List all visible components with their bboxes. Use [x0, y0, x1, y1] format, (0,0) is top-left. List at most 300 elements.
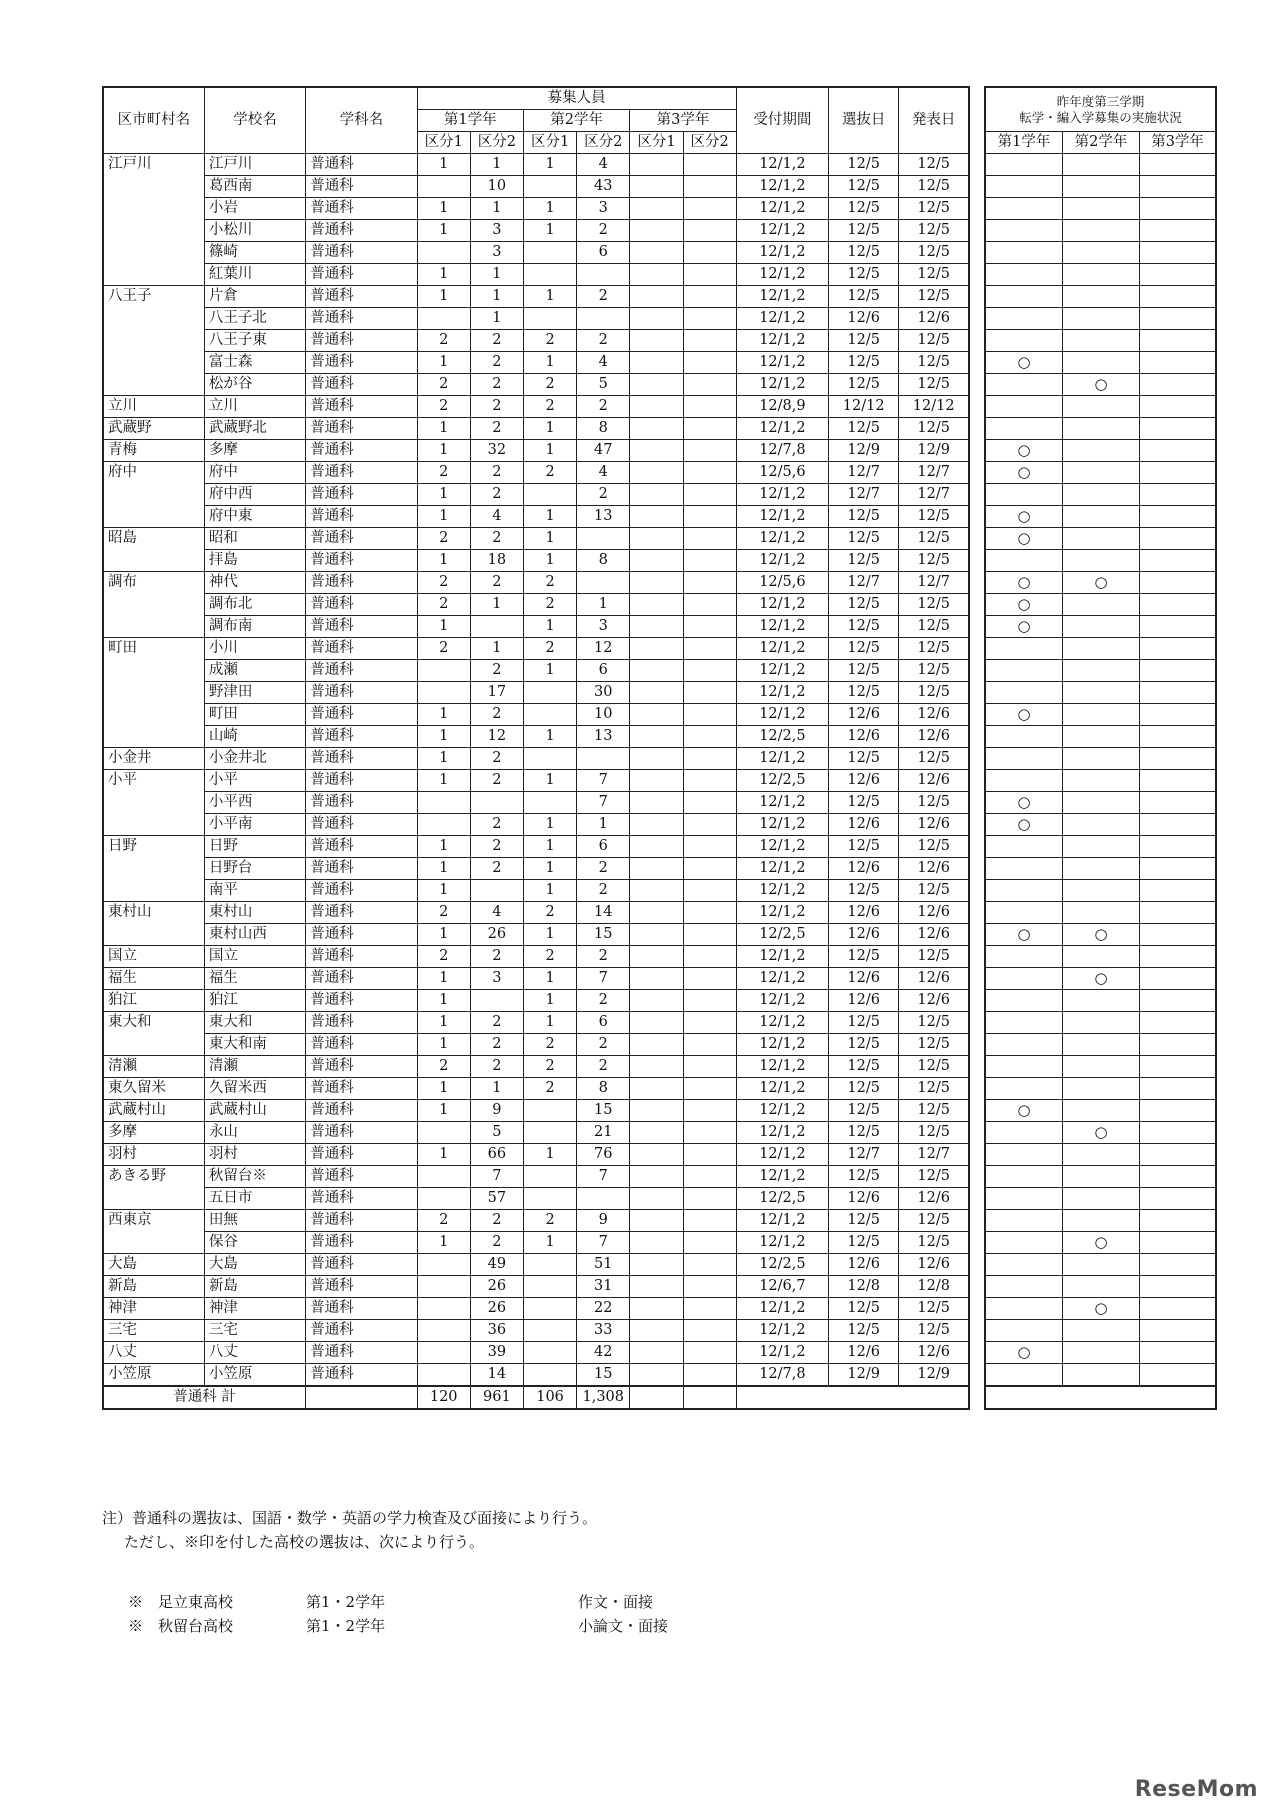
school-cell: 南平: [204, 880, 305, 902]
recruit-count-cell: [683, 880, 736, 902]
last-year-mark-cell: [1140, 704, 1216, 726]
school-cell: 八丈: [204, 1342, 305, 1364]
last-year-mark-cell: ○: [985, 462, 1062, 484]
table-row: [103, 1342, 1216, 1364]
recruit-count-cell: 4: [577, 352, 630, 374]
region-cell: 東大和: [103, 1012, 204, 1056]
recruit-count-cell: 8: [577, 1078, 630, 1100]
table-gap: [969, 704, 985, 726]
recruit-count-cell: 3: [470, 968, 523, 990]
table-row: [103, 396, 1216, 418]
recruit-count-cell: 1: [417, 506, 470, 528]
selection-date-cell: 12/5: [829, 1056, 899, 1078]
last-year-mark-cell: [1062, 1144, 1139, 1166]
last-year-mark-cell: ○: [985, 506, 1062, 528]
last-year-mark-cell: [985, 1166, 1062, 1188]
reception-cell: 12/1,2: [736, 792, 828, 814]
last-year-mark-cell: [1062, 726, 1139, 748]
last-year-mark-cell: [1062, 660, 1139, 682]
recruit-count-cell: [630, 1364, 683, 1387]
recruit-count-cell: 1: [417, 770, 470, 792]
recruit-count-cell: [683, 242, 736, 264]
recruit-count-cell: 1: [523, 814, 576, 836]
recruit-count-cell: 1: [577, 814, 630, 836]
selection-date-cell: 12/6: [829, 902, 899, 924]
recruit-count-cell: 4: [470, 902, 523, 924]
region-cell: 府中: [103, 462, 204, 528]
table-row: [103, 682, 1216, 704]
dept-cell: 普通科: [306, 1364, 417, 1387]
table-row: [103, 308, 1216, 330]
recruit-count-cell: 12: [577, 638, 630, 660]
table-gap: [969, 484, 985, 506]
last-year-mark-cell: [985, 1012, 1062, 1034]
recruit-count-cell: [523, 1122, 576, 1144]
recruit-count-cell: 1: [523, 836, 576, 858]
last-year-mark-cell: [1062, 1034, 1139, 1056]
reception-cell: 12/1,2: [736, 352, 828, 374]
last-year-mark-cell: [985, 660, 1062, 682]
total-count-cell: [683, 1386, 736, 1409]
table-gap: [969, 572, 985, 594]
recruit-count-cell: 32: [470, 440, 523, 462]
reception-cell: 12/1,2: [736, 858, 828, 880]
last-year-mark-cell: [985, 550, 1062, 572]
announce-date-cell: 12/5: [899, 330, 969, 352]
recruit-count-cell: 12: [470, 726, 523, 748]
recruit-count-cell: 13: [577, 506, 630, 528]
recruit-count-cell: [683, 902, 736, 924]
table-gap: [969, 550, 985, 572]
recruit-count-cell: [523, 1276, 576, 1298]
table-row: [103, 1320, 1216, 1342]
recruit-count-cell: 1: [417, 858, 470, 880]
selection-date-cell: 12/5: [829, 880, 899, 902]
table-row: [103, 176, 1216, 198]
selection-date-cell: 12/7: [829, 462, 899, 484]
total-empty-cell: [736, 1386, 969, 1409]
recruit-count-cell: 76: [577, 1144, 630, 1166]
last-year-mark-cell: [1140, 528, 1216, 550]
total-count-cell: 120: [417, 1386, 470, 1409]
selection-date-cell: 12/6: [829, 308, 899, 330]
reception-cell: 12/1,2: [736, 1056, 828, 1078]
table-gap: [969, 1034, 985, 1056]
last-year-title-1: 昨年度第三学期: [1056, 93, 1145, 109]
school-cell: 八王子東: [204, 330, 305, 352]
table-row: [103, 506, 1216, 528]
recruit-count-cell: 1: [417, 1078, 470, 1100]
recruit-count-cell: 30: [577, 682, 630, 704]
dept-cell: 普通科: [306, 330, 417, 352]
recruit-count-cell: 7: [577, 1166, 630, 1188]
announce-date-cell: 12/5: [899, 1298, 969, 1320]
region-cell: 立川: [103, 396, 204, 418]
dept-cell: 普通科: [306, 440, 417, 462]
recruit-count-cell: [630, 726, 683, 748]
reception-cell: 12/1,2: [736, 1298, 828, 1320]
last-year-mark-cell: [1140, 638, 1216, 660]
recruit-count-cell: 4: [577, 154, 630, 176]
table-gap: [969, 880, 985, 902]
recruit-count-cell: [523, 484, 576, 506]
recruit-count-cell: [523, 1342, 576, 1364]
recruit-count-cell: [683, 220, 736, 242]
dept-cell: 普通科: [306, 1342, 417, 1364]
last-year-mark-cell: [1140, 1012, 1216, 1034]
reception-cell: 12/2,5: [736, 770, 828, 792]
last-year-mark-cell: [1140, 396, 1216, 418]
recruit-count-cell: [683, 154, 736, 176]
table-gap: [969, 968, 985, 990]
special-row: [128, 1614, 728, 1638]
total-count-cell: [630, 1386, 683, 1409]
recruit-count-cell: [523, 704, 576, 726]
last-year-mark-cell: [1062, 704, 1139, 726]
recruit-count-cell: 2: [523, 1034, 576, 1056]
selection-date-cell: 12/5: [829, 1298, 899, 1320]
table-row: [103, 858, 1216, 880]
recruit-count-cell: 2: [417, 396, 470, 418]
table-gap: [969, 726, 985, 748]
recruit-count-cell: 2: [577, 880, 630, 902]
region-cell: 大島: [103, 1254, 204, 1276]
table-gap: [969, 1342, 985, 1364]
recruit-count-cell: 1: [470, 594, 523, 616]
table-gap: [969, 660, 985, 682]
selection-date-cell: 12/6: [829, 924, 899, 946]
recruit-count-cell: 1: [523, 440, 576, 462]
reception-cell: 12/1,2: [736, 660, 828, 682]
region-cell: 小金井: [103, 748, 204, 770]
recruit-count-cell: 10: [470, 176, 523, 198]
recruit-count-cell: [523, 1166, 576, 1188]
recruit-count-cell: [630, 968, 683, 990]
school-cell: 多摩: [204, 440, 305, 462]
announce-date-cell: 12/5: [899, 352, 969, 374]
selection-date-cell: 12/6: [829, 1254, 899, 1276]
reception-cell: 12/1,2: [736, 1100, 828, 1122]
school-cell: 小平: [204, 770, 305, 792]
last-year-mark-cell: [1140, 1298, 1216, 1320]
dept-cell: 普通科: [306, 858, 417, 880]
table-row: [103, 462, 1216, 484]
recruit-count-cell: 2: [470, 396, 523, 418]
region-cell: 狛江: [103, 990, 204, 1012]
region-cell: 昭島: [103, 528, 204, 572]
last-year-mark-cell: [1140, 374, 1216, 396]
selection-date-cell: 12/5: [829, 352, 899, 374]
last-year-mark-cell: ○: [985, 616, 1062, 638]
announce-date-cell: 12/6: [899, 902, 969, 924]
selection-date-cell: 12/5: [829, 836, 899, 858]
announce-date-cell: 12/5: [899, 660, 969, 682]
reception-cell: 12/1,2: [736, 1342, 828, 1364]
recruit-count-cell: [523, 1100, 576, 1122]
table-row: [103, 286, 1216, 308]
reception-cell: 12/1,2: [736, 814, 828, 836]
selection-date-cell: 12/5: [829, 506, 899, 528]
recruit-count-cell: 2: [577, 1056, 630, 1078]
announce-date-cell: 12/6: [899, 770, 969, 792]
region-cell: 八丈: [103, 1342, 204, 1364]
recruit-count-cell: [630, 1342, 683, 1364]
last-year-mark-cell: [985, 1210, 1062, 1232]
announce-date-cell: 12/5: [899, 1122, 969, 1144]
last-year-mark-cell: ○: [1062, 572, 1139, 594]
school-cell: 調布北: [204, 594, 305, 616]
recruit-count-cell: [630, 550, 683, 572]
dept-cell: 普通科: [306, 176, 417, 198]
recruit-count-cell: 2: [417, 330, 470, 352]
recruit-count-cell: [683, 1188, 736, 1210]
school-cell: 神代: [204, 572, 305, 594]
header-year1-kubun1: 区分1: [417, 132, 470, 154]
last-year-mark-cell: [1062, 264, 1139, 286]
recruit-count-cell: [523, 176, 576, 198]
last-year-mark-cell: [1062, 1210, 1139, 1232]
school-cell: 野津田: [204, 682, 305, 704]
header-region: 区市町村名: [103, 87, 204, 154]
recruit-count-cell: 2: [470, 1232, 523, 1254]
header-dept: 学科名: [306, 87, 417, 154]
last-year-mark-cell: [985, 1298, 1062, 1320]
header-selection: 選抜日: [829, 87, 899, 154]
recruit-count-cell: [417, 1276, 470, 1298]
last-year-mark-cell: [1062, 198, 1139, 220]
recruit-count-cell: [630, 1210, 683, 1232]
table-row: [103, 1254, 1216, 1276]
last-year-mark-cell: [985, 176, 1062, 198]
recruit-count-cell: [630, 704, 683, 726]
table-gap: [969, 352, 985, 374]
recruit-count-cell: 2: [470, 748, 523, 770]
announce-date-cell: 12/6: [899, 1342, 969, 1364]
table-row: [103, 968, 1216, 990]
last-year-mark-cell: [985, 1188, 1062, 1210]
recruit-count-cell: [683, 968, 736, 990]
last-year-mark-cell: [985, 1364, 1062, 1387]
dept-cell: 普通科: [306, 264, 417, 286]
recruit-count-cell: [630, 1188, 683, 1210]
school-cell: 武蔵村山: [204, 1100, 305, 1122]
last-year-mark-cell: [985, 286, 1062, 308]
recruit-count-cell: [630, 1078, 683, 1100]
recruit-count-cell: [683, 352, 736, 374]
recruit-count-cell: [523, 1320, 576, 1342]
selection-date-cell: 12/5: [829, 792, 899, 814]
school-cell: 片倉: [204, 286, 305, 308]
table-gap: [969, 1144, 985, 1166]
total-count-cell: 1,308: [577, 1386, 630, 1409]
table-gap: [969, 1364, 985, 1387]
recruit-count-cell: 2: [577, 858, 630, 880]
dept-cell: 普通科: [306, 792, 417, 814]
table-gap: [969, 616, 985, 638]
recruit-count-cell: 1: [417, 924, 470, 946]
last-year-mark-cell: [1140, 330, 1216, 352]
school-cell: 昭和: [204, 528, 305, 550]
total-count-cell: 106: [523, 1386, 576, 1409]
table-gap: [969, 990, 985, 1012]
table-gap: [969, 1232, 985, 1254]
last-year-mark-cell: [1140, 550, 1216, 572]
selection-date-cell: 12/6: [829, 814, 899, 836]
recruit-count-cell: [683, 1342, 736, 1364]
recruit-count-cell: 6: [577, 836, 630, 858]
selection-date-cell: 12/8: [829, 1276, 899, 1298]
recruit-count-cell: [630, 814, 683, 836]
dept-cell: 普通科: [306, 1320, 417, 1342]
recruit-count-cell: 2: [577, 484, 630, 506]
recruit-count-cell: 2: [417, 594, 470, 616]
region-cell: 多摩: [103, 1122, 204, 1144]
recruit-count-cell: 1: [417, 616, 470, 638]
last-year-mark-cell: [1140, 484, 1216, 506]
table-gap: [969, 198, 985, 220]
selection-date-cell: 12/5: [829, 1034, 899, 1056]
total-row: [103, 1386, 1216, 1409]
dept-cell: 普通科: [306, 1144, 417, 1166]
recruit-count-cell: 8: [577, 550, 630, 572]
recruit-count-cell: [417, 1166, 470, 1188]
reception-cell: 12/1,2: [736, 1034, 828, 1056]
last-year-mark-cell: [1062, 1188, 1139, 1210]
recruit-count-cell: 1: [470, 308, 523, 330]
announce-date-cell: 12/5: [899, 1034, 969, 1056]
recruit-count-cell: 1: [523, 660, 576, 682]
announce-date-cell: 12/5: [899, 1056, 969, 1078]
table-row: [103, 902, 1216, 924]
recruit-count-cell: 1: [417, 264, 470, 286]
school-cell: 久留米西: [204, 1078, 305, 1100]
school-cell: 紅葉川: [204, 264, 305, 286]
recruit-count-cell: 2: [470, 1034, 523, 1056]
recruit-count-cell: [683, 990, 736, 1012]
recruit-count-cell: 2: [470, 1012, 523, 1034]
last-year-mark-cell: [985, 880, 1062, 902]
school-cell: 松が谷: [204, 374, 305, 396]
announce-date-cell: 12/7: [899, 572, 969, 594]
school-cell: 田無: [204, 1210, 305, 1232]
table-row: [103, 594, 1216, 616]
recruit-count-cell: 2: [470, 836, 523, 858]
recruit-count-cell: [683, 572, 736, 594]
school-cell: 小平南: [204, 814, 305, 836]
dept-cell: 普通科: [306, 990, 417, 1012]
recruit-count-cell: [683, 506, 736, 528]
table-row: [103, 1056, 1216, 1078]
recruit-count-cell: 1: [417, 286, 470, 308]
recruit-count-cell: 9: [470, 1100, 523, 1122]
recruit-count-cell: 1: [523, 198, 576, 220]
table-row: [103, 770, 1216, 792]
region-cell: 八王子: [103, 286, 204, 396]
selection-date-cell: 12/5: [829, 1232, 899, 1254]
recruit-count-cell: 4: [470, 506, 523, 528]
recruit-count-cell: 1: [523, 528, 576, 550]
recruit-count-cell: 2: [470, 660, 523, 682]
recruit-count-cell: [417, 814, 470, 836]
reception-cell: 12/1,2: [736, 286, 828, 308]
reception-cell: 12/1,2: [736, 946, 828, 968]
last-year-mark-cell: [1062, 506, 1139, 528]
last-year-mark-cell: [985, 330, 1062, 352]
reception-cell: 12/1,2: [736, 484, 828, 506]
last-year-mark-cell: [1140, 726, 1216, 748]
recruit-count-cell: 1: [523, 880, 576, 902]
reception-cell: 12/1,2: [736, 1232, 828, 1254]
recruit-count-cell: 2: [523, 946, 576, 968]
table-gap: [969, 374, 985, 396]
region-cell: 江戸川: [103, 154, 204, 286]
table-row: [103, 1100, 1216, 1122]
recruit-count-cell: [683, 616, 736, 638]
region-cell: 町田: [103, 638, 204, 748]
recruit-count-cell: 2: [417, 374, 470, 396]
table-gap: [969, 1320, 985, 1342]
last-year-mark-cell: [1140, 1122, 1216, 1144]
last-year-mark-cell: ○: [1062, 1122, 1139, 1144]
reception-cell: 12/7,8: [736, 440, 828, 462]
school-cell: 府中東: [204, 506, 305, 528]
table-row: [103, 924, 1216, 946]
last-year-mark-cell: [1062, 748, 1139, 770]
announce-date-cell: 12/5: [899, 946, 969, 968]
table-gap: [969, 858, 985, 880]
recruit-count-cell: [683, 858, 736, 880]
recruit-count-cell: [683, 792, 736, 814]
resemom-logo: ReseMom: [1134, 1777, 1258, 1802]
last-year-mark-cell: [1062, 902, 1139, 924]
table-row: [103, 704, 1216, 726]
table-row: [103, 1232, 1216, 1254]
table-gap: [969, 176, 985, 198]
table-row: [103, 242, 1216, 264]
last-year-mark-cell: [1140, 264, 1216, 286]
recruit-count-cell: 2: [470, 814, 523, 836]
last-year-mark-cell: [1062, 638, 1139, 660]
recruit-count-cell: 2: [417, 528, 470, 550]
announce-date-cell: 12/9: [899, 1364, 969, 1387]
recruit-count-cell: [577, 1188, 630, 1210]
selection-date-cell: 12/5: [829, 286, 899, 308]
selection-date-cell: 12/5: [829, 682, 899, 704]
table-row: [103, 1210, 1216, 1232]
school-cell: 八王子北: [204, 308, 305, 330]
recruit-count-cell: 47: [577, 440, 630, 462]
table-row: [103, 1122, 1216, 1144]
table-gap: [969, 440, 985, 462]
table-row: [103, 220, 1216, 242]
reception-cell: 12/1,2: [736, 990, 828, 1012]
table-row: [103, 946, 1216, 968]
selection-date-cell: 12/12: [829, 396, 899, 418]
announce-date-cell: 12/5: [899, 682, 969, 704]
header-last-year3: 第3学年: [1140, 132, 1216, 154]
dept-cell: 普通科: [306, 198, 417, 220]
recruit-count-cell: 2: [417, 1210, 470, 1232]
school-cell: 小岩: [204, 198, 305, 220]
notes: [102, 1506, 597, 1554]
last-year-mark-cell: [1062, 330, 1139, 352]
recruit-count-cell: [683, 748, 736, 770]
recruit-count-cell: 1: [523, 1232, 576, 1254]
recruit-count-cell: [683, 528, 736, 550]
recruit-count-cell: [417, 1320, 470, 1342]
announce-date-cell: 12/6: [899, 858, 969, 880]
region-cell: 武蔵村山: [103, 1100, 204, 1122]
